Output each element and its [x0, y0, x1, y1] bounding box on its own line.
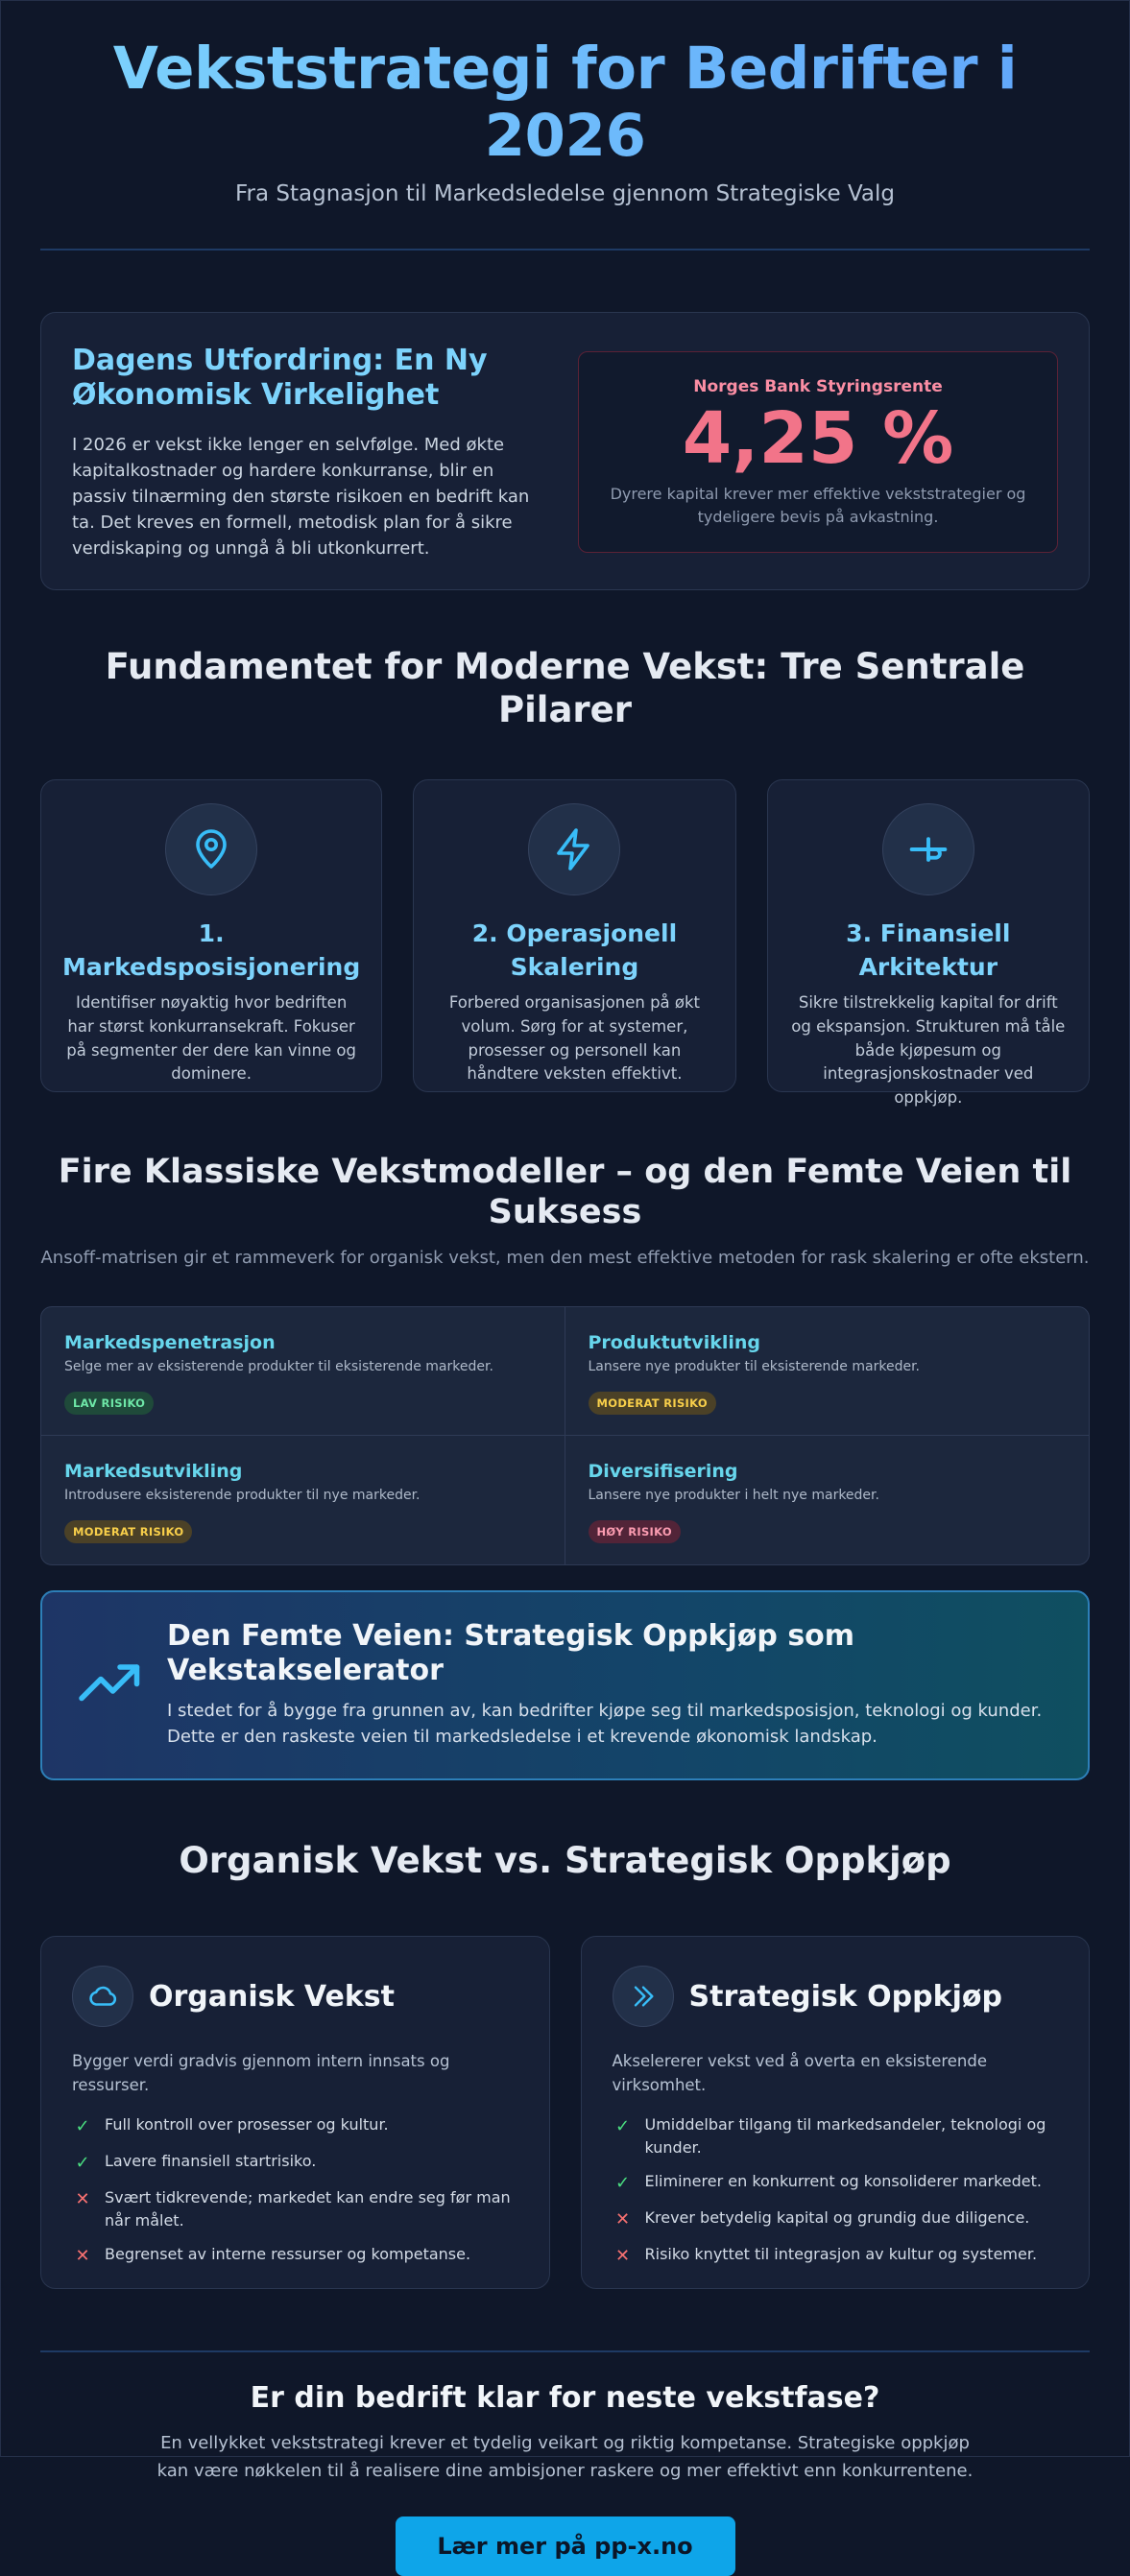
organic-list — [72, 2113, 518, 2269]
ansoff-matrix — [40, 1306, 1090, 1565]
cross-icon: ✕ — [75, 2188, 90, 2209]
pillar-title: 2. Operasjonell Skalering — [471, 919, 678, 982]
list-item: ✕ Svært tidkrevende; markedet kan endre seg før man når målet. — [72, 2186, 518, 2232]
matrix-cell-market-penetration — [41, 1307, 565, 1436]
trending-up-icon — [77, 1658, 144, 1709]
organic-desc: Bygger verdi gradvis gjennom intern innsats og ressurser. — [72, 2052, 450, 2095]
matrix-cell-diversification — [565, 1436, 1090, 1564]
learn-more-button[interactable]: Lær mer på pp-x.no — [396, 2516, 735, 2576]
models-title: Fire Klassiske Vekstmodeller – og den Femte Veien til Suksess — [58, 1153, 1072, 1232]
rate-label: Norges Bank Styringsrente — [693, 377, 943, 397]
fifth-way-title: Den Femte Veien: Strategisk Oppkjøp som Vekstakselerator — [167, 1619, 855, 1688]
pillar-title: 3. Finansiell Arkitektur — [846, 919, 1011, 982]
lightning-icon — [528, 803, 620, 895]
divider — [40, 2350, 1090, 2352]
cell-text: Introdusere eksisterende produkter til nye markeder. — [64, 1488, 421, 1504]
page-title: Vekststrategi for Bedrifter i 2026 — [40, 36, 1090, 170]
organic-title: Organisk Vekst — [149, 1979, 395, 2014]
check-icon: ✓ — [614, 2115, 631, 2136]
list-item: ✕ Risiko knyttet til integrasjon av kultur og systemer. — [613, 2243, 1059, 2269]
check-icon: ✓ — [614, 2172, 631, 2193]
cell-text: Lansere nye produkter til eksisterende markeder. — [588, 1359, 920, 1375]
pillar-financial-architecture — [767, 779, 1090, 1108]
interest-rate-box — [578, 351, 1058, 553]
matrix-cell-product-development — [565, 1307, 1090, 1436]
rate-note: Dyrere kapital krever mer effektive vekststrategier og tydeligere bevis på avkastning. — [610, 484, 1026, 526]
acquisition-card — [581, 1936, 1091, 2289]
currency-icon — [882, 803, 974, 895]
location-pin-icon — [165, 803, 257, 895]
cross-icon: ✕ — [614, 2208, 631, 2230]
pillar-title: 1. Markedsposisjonering — [62, 919, 361, 982]
list-item: ✓ Eliminerer en konkurrent og konsoliderer markedet. — [613, 2170, 1059, 2196]
risk-badge: MODERAT RISIKO — [64, 1520, 192, 1543]
page-subtitle: Fra Stagnasjon til Markedsledelse gjennom Strategiske Valg — [235, 181, 895, 207]
cell-title: Produktutvikling — [588, 1332, 760, 1354]
fifth-way-banner — [40, 1590, 1090, 1780]
acquisition-title: Strategisk Oppkjøp — [688, 1979, 1002, 2014]
call-to-action — [40, 2381, 1090, 2576]
hero-header — [40, 1, 1090, 206]
pillar-text: Sikre tilstrekkelig kapital for drift og ekspansjon. Strukturen må tåle både kjøpesum og integrasjonskostnader ved oppkjøp. — [791, 993, 1066, 1108]
cloud-icon — [72, 1966, 133, 2027]
risk-badge: MODERAT RISIKO — [589, 1392, 716, 1415]
cell-title: Markedspenetrasjon — [64, 1332, 276, 1354]
list-item: ✓ Umiddelbar tilgang til markedsandeler, teknologi og kunder. — [613, 2113, 1059, 2159]
acquisition-list — [613, 2113, 1059, 2269]
pillar-market-positioning — [40, 779, 382, 1092]
rate-value: 4,25 % — [682, 397, 954, 481]
cell-text: Lansere nye produkter i helt nye markeder. — [588, 1488, 879, 1504]
cross-icon: ✕ — [614, 2245, 631, 2266]
challenge-body: I 2026 er vekst ikke lenger en selvfølge. Med økte kapitalkostnader og hardere konkurranse, blir en passiv tilnærming den største risikoen en bedrift kan ta. Det kreves en formell, metodisk plan for å sikre verdiskaping og unngå å bli utkonkurrert. — [72, 435, 530, 560]
cta-text: En vellykket vekststrategi krever et tydelig veikart og riktig kompetanse. Strategiske oppkjøp kan være nøkkelen til å realisere dine ambisjoner raskere og mer effektivt enn konkurrentene. — [156, 2433, 974, 2482]
challenge-card — [40, 312, 1090, 590]
check-icon: ✓ — [75, 2115, 90, 2136]
divider — [40, 249, 1090, 250]
list-item: ✕ Krever betydelig kapital og grundig due diligence. — [613, 2206, 1059, 2232]
list-item: ✓ Full kontroll over prosesser og kultur. — [72, 2113, 518, 2139]
pillar-text: Identifiser nøyaktig hvor bedriften har størst konkurransekraft. Fokuser på segmenter der dere kan vinne og dominere. — [66, 993, 357, 1084]
risk-badge: HØY RISIKO — [589, 1520, 681, 1543]
check-icon: ✓ — [75, 2152, 90, 2173]
models-subtitle: Ansoff-matrisen gir et rammeverk for organisk vekst, men den mest effektive metoden for rask skalering er ofte ekstern. — [40, 1248, 1090, 1269]
cell-text: Selge mer av eksisterende produkter til eksisterende markeder. — [64, 1359, 493, 1375]
fifth-way-text: I stedet for å bygge fra grunnen av, kan bedrifter kjøpe seg til markedsposisjon, teknologi og kunder. Dette er den raskeste veien til markedsledelse i et krevende økonomisk landskap. — [167, 1701, 1043, 1748]
acquisition-desc: Akselererer vekst ved å overta en eksisterende virksomhet. — [612, 2052, 988, 2095]
pillars-title: Fundamentet for Moderne Vekst: Tre Sentrale Pilarer — [105, 646, 1025, 730]
double-chevron-right-icon — [613, 1966, 674, 2027]
cell-title: Diversifisering — [588, 1461, 738, 1483]
cta-title: Er din bedrift klar for neste vekstfase? — [250, 2381, 880, 2416]
list-item: ✓ Lavere finansiell startrisiko. — [72, 2150, 518, 2176]
challenge-title: Dagens Utfordring: En Ny Økonomisk Virkelighet — [72, 344, 488, 413]
pillar-text: Forbered organisasjonen på økt volum. Sørg for at systemer, prosesser og personell kan håndtere veksten effektivt. — [448, 993, 701, 1084]
matrix-cell-market-development — [41, 1436, 565, 1564]
risk-badge: LAV RISIKO — [64, 1392, 154, 1415]
compare-title: Organisk Vekst vs. Strategisk Oppkjøp — [179, 1840, 951, 1882]
list-item: ✕ Begrenset av interne ressurser og kompetanse. — [72, 2243, 518, 2269]
organic-growth-card — [40, 1936, 550, 2289]
cross-icon: ✕ — [75, 2245, 90, 2266]
cell-title: Markedsutvikling — [64, 1461, 243, 1483]
comparison — [40, 1936, 1090, 2289]
pillars — [40, 779, 1090, 1108]
pillar-operational-scaling — [413, 779, 735, 1092]
